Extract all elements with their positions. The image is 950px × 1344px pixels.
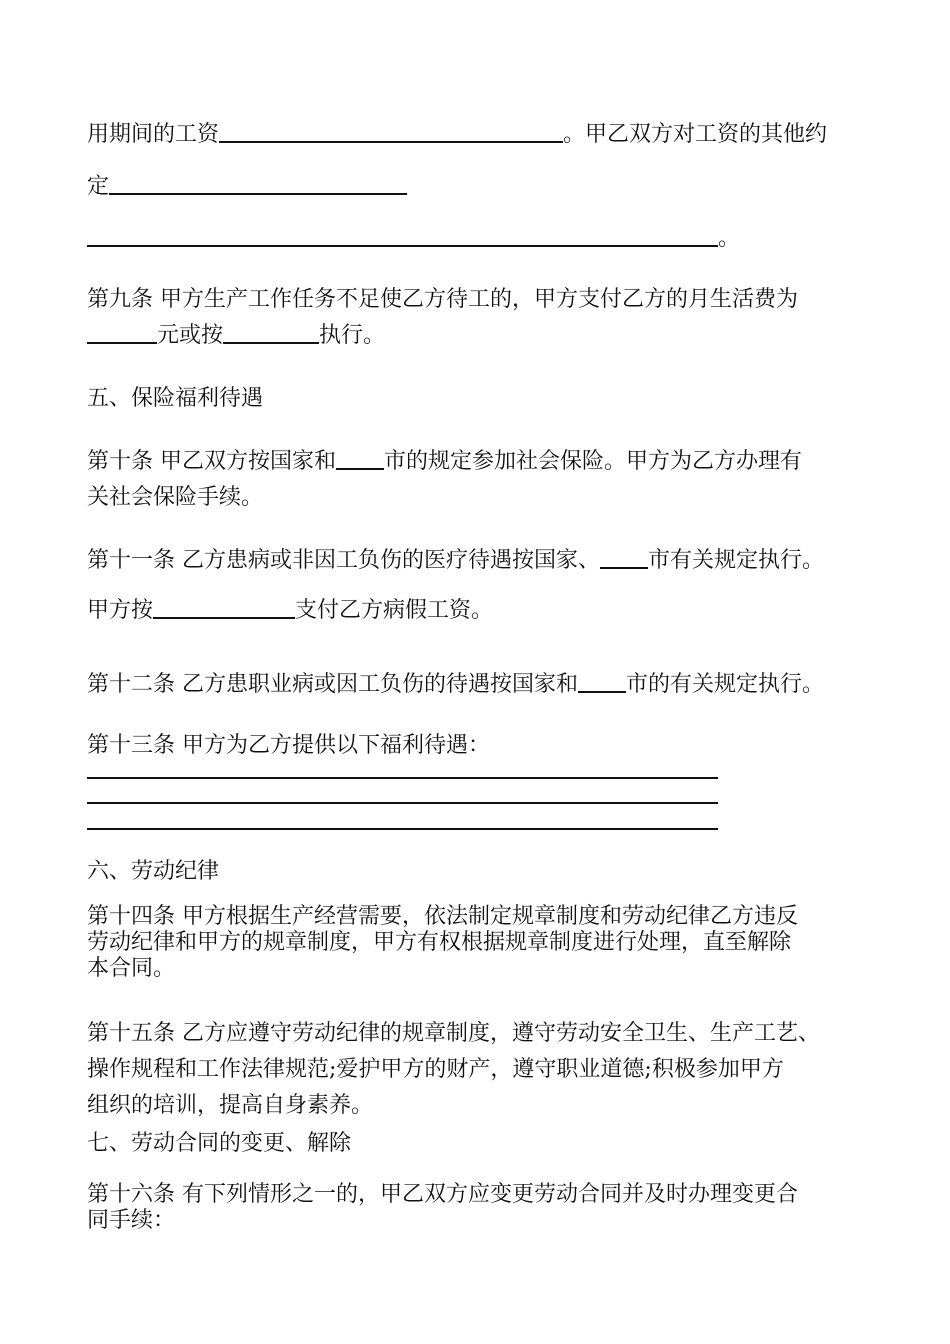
fill-blank: [578, 669, 626, 693]
article-15-line-1: 第十五条 乙方应遵守劳动纪律的规章制度，遵守劳动安全卫生、生产工艺、: [87, 1021, 820, 1046]
text: 第十一条 乙方患病或非因工负伤的医疗待遇按国家、: [87, 548, 600, 573]
text: 市的规定参加社会保险。甲方为乙方办理有: [384, 449, 803, 474]
fill-blank: [219, 119, 563, 143]
text-line: [87, 223, 740, 254]
fill-line: [87, 777, 718, 779]
fill-blank: [87, 223, 718, 247]
text: 执行。: [319, 323, 386, 348]
text: 市有关规定执行。: [648, 548, 825, 573]
article-15-line-3: 组织的培训，提高自身素养。: [87, 1093, 374, 1118]
fill-blank: [87, 320, 157, 344]
article-16-line-1: 第十六条 有下列情形之一的，甲乙双方应变更劳动合同并及时办理变更合: [87, 1182, 798, 1207]
fill-line: [87, 802, 718, 804]
fill-blank: [153, 595, 295, 619]
text: 用期间的工资: [87, 122, 220, 147]
text: 甲方按: [87, 598, 154, 623]
fill-blank: [600, 545, 648, 569]
article-9-line-2: [87, 320, 385, 351]
text: 。: [718, 226, 741, 251]
article-14-line-2: 劳动纪律和甲方的规章制度，甲方有权根据规章制度进行处理，直至解除: [87, 930, 792, 955]
article-15-line-2: 操作规程和工作法律规范;爱护甲方的财产，遵守职业道德;积极参加甲方: [87, 1057, 784, 1082]
text: 元或按: [157, 323, 224, 348]
fill-blank: [223, 320, 319, 344]
text: 市的有关规定执行。: [626, 672, 825, 697]
text: 定: [87, 174, 110, 199]
article-14-line-1: 第十四条 甲方根据生产经营需要，依法制定规章制度和劳动纪律乙方违反: [87, 904, 798, 929]
article-10-line-2: 关社会保险手续。: [87, 485, 264, 510]
text: 支付乙方病假工资。: [295, 598, 494, 623]
article-14-line-3: 本合同。: [87, 956, 176, 981]
article-11-line-2: [87, 595, 493, 626]
article-9-line-1: 第九条 甲方生产工作任务不足使乙方待工的，甲方支付乙方的月生活费为: [87, 287, 798, 312]
section-heading: 七、劳动合同的变更、解除: [87, 1131, 352, 1156]
text-line: [87, 119, 827, 150]
article-10-line-1: [87, 446, 802, 477]
section-heading: 五、保险福利待遇: [87, 386, 264, 411]
article-12: [87, 669, 824, 700]
text: 第十二条 乙方患职业病或因工负伤的待遇按国家和: [87, 672, 578, 697]
fill-blank: [109, 171, 407, 195]
text: 。甲乙双方对工资的其他约: [563, 122, 828, 147]
text-line: [87, 171, 407, 202]
article-11-line-1: [87, 545, 824, 576]
section-heading: 六、劳动纪律: [87, 859, 220, 884]
fill-blank: [336, 446, 384, 470]
article-16-line-2: 同手续：: [87, 1208, 176, 1233]
article-13: 第十三条 甲方为乙方提供以下福利待遇：: [87, 733, 490, 758]
fill-line: [87, 828, 718, 830]
text: 第十条 甲乙双方按国家和: [87, 449, 336, 474]
